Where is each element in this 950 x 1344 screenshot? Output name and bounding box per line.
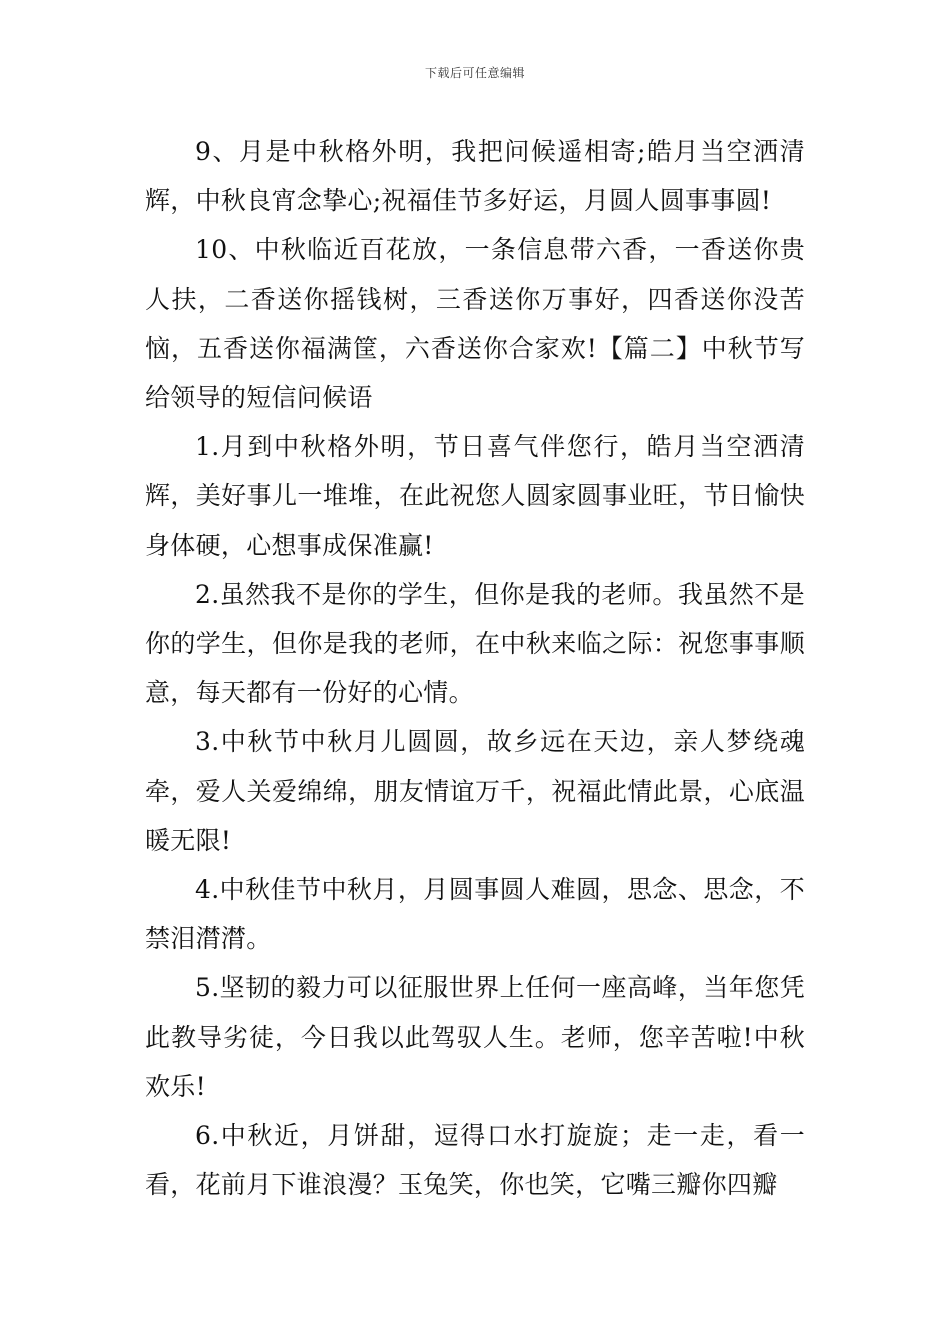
page-header: 下载后可任意编辑 — [424, 66, 525, 80]
document-body — [145, 127, 805, 1209]
paragraph-5: 5.坚韧的毅力可以征服世界上任何一座高峰，当年您凭此教导劣徒，今日我以此驾驭人生。老师，您辛苦啦!中秋欢乐! — [145, 973, 805, 1101]
paragraph-6: 6.中秋近，月饼甜，逗得口水打旋旋；走一走，看一看，花前月下谁浪漫？玉兔笑，你也笑，它嘴三瓣你四瓣 — [145, 1121, 805, 1200]
paragraph-10: 10、中秋临近百花放，一条信息带六香，一香送你贵人扶，二香送你摇钱树，三香送你万事好，四香送你没苦恼，五香送你福满筐，六香送你合家欢!【篇二】中秋节写给领导的短信问候语 — [145, 235, 805, 413]
paragraph-9: 9、月是中秋格外明，我把问候遥相寄;皓月当空洒清辉，中秋良宵念挚心;祝福佳节多好运，月圆人圆事事圆! — [145, 137, 805, 216]
paragraph-3: 3.中秋节中秋月儿圆圆，故乡远在天边，亲人梦绕魂牵，爱人关爱绵绵，朋友情谊万千，祝福此情此景，心底温暖无限! — [145, 727, 805, 855]
paragraph-4: 4.中秋佳节中秋月，月圆事圆人难圆，思念、思念，不禁泪潸潸。 — [145, 875, 805, 954]
paragraph-2: 2.虽然我不是你的学生，但你是我的老师。我虽然不是你的学生，但你是我的老师，在中秋来临之际：祝您事事顺意，每天都有一份好的心情。 — [145, 579, 805, 708]
paragraph-1: 1.月到中秋格外明，节日喜气伴您行，皓月当空洒清辉，美好事儿一堆堆，在此祝您人圆家圆事业旺，节日愉快身体硬，心想事成保准赢! — [145, 432, 805, 560]
